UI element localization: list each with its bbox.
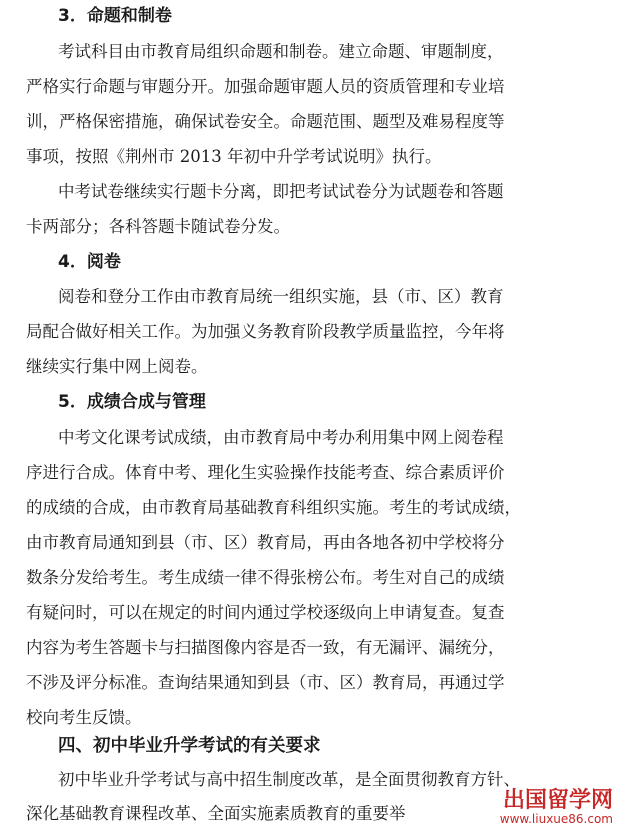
section-5-heading: 5．成绩合成与管理	[58, 392, 206, 412]
closing-line-2: 深化基础教育课程改革、全面实施素质教育的重要举	[26, 804, 406, 823]
closing-line-1: 初中毕业升学考试与高中招生制度改革，是全面贯彻教育方针、	[58, 770, 520, 789]
section-3-line-4: 事项，按照《荆州市 2013 年初中升学考试说明》执行。	[26, 147, 442, 166]
section-3-line-2: 严格实行命题与审题分开。加强命题审题人员的资质管理和专业培	[26, 77, 505, 96]
section-5-line-1: 中考文化课考试成绩，由市教育局中考办利用集中网上阅卷程	[58, 428, 504, 447]
main-heading: 四、初中毕业升学考试的有关要求	[58, 736, 321, 756]
section-3-line-6: 卡两部分；各科答题卡随试卷分发。	[26, 217, 290, 236]
watermark-name: 出国留学网	[502, 787, 613, 813]
section-3-line-3: 训，严格保密措施，确保试卷安全。命题范围、题型及难易程度等	[26, 112, 505, 131]
section-3-heading: 3．命题和制卷	[58, 6, 172, 26]
section-5-line-2: 序进行合成。体育中考、理化生实验操作技能考查、综合素质评价	[26, 463, 505, 482]
section-3-line-1: 考试科目由市教育局组织命题和制卷。建立命题、审题制度，	[58, 42, 504, 61]
section-4-line-3: 继续实行集中网上阅卷。	[26, 357, 208, 376]
section-5-line-5: 数条分发给考生。考生成绩一律不得张榜公布。考生对自己的成绩	[26, 568, 505, 587]
section-4-line-2: 局配合做好相关工作。为加强义务教育阶段教学质量监控，今年将	[26, 322, 505, 341]
section-4-line-1: 阅卷和登分工作由市教育局统一组织实施，县（市、区）教育	[58, 287, 504, 306]
section-5-line-9: 校向考生反馈。	[26, 708, 142, 727]
section-5-line-8: 不涉及评分标准。查询结果通知到县（市、区）教育局，再通过学	[26, 673, 505, 692]
section-3-line-5: 中考试卷继续实行题卡分离，即把考试试卷分为试题卷和答题	[58, 182, 504, 201]
section-4-heading: 4．阅卷	[58, 252, 121, 272]
section-5-line-7: 内容为考生答题卡与扫描图像内容是否一致，有无漏评、漏统分，	[26, 638, 505, 657]
site-watermark	[500, 789, 613, 826]
watermark-url: www.liuxue86.com	[499, 811, 613, 826]
section-5-line-6: 有疑问时，可以在规定的时间内通过学校逐级向上申请复查。复查	[26, 603, 505, 622]
section-5-line-4: 由市教育局通知到县（市、区）教育局，再由各地各初中学校将分	[26, 533, 505, 552]
section-5-line-3: 的成绩的合成，由市教育局基础教育科组织实施。考生的考试成绩，	[26, 498, 521, 517]
